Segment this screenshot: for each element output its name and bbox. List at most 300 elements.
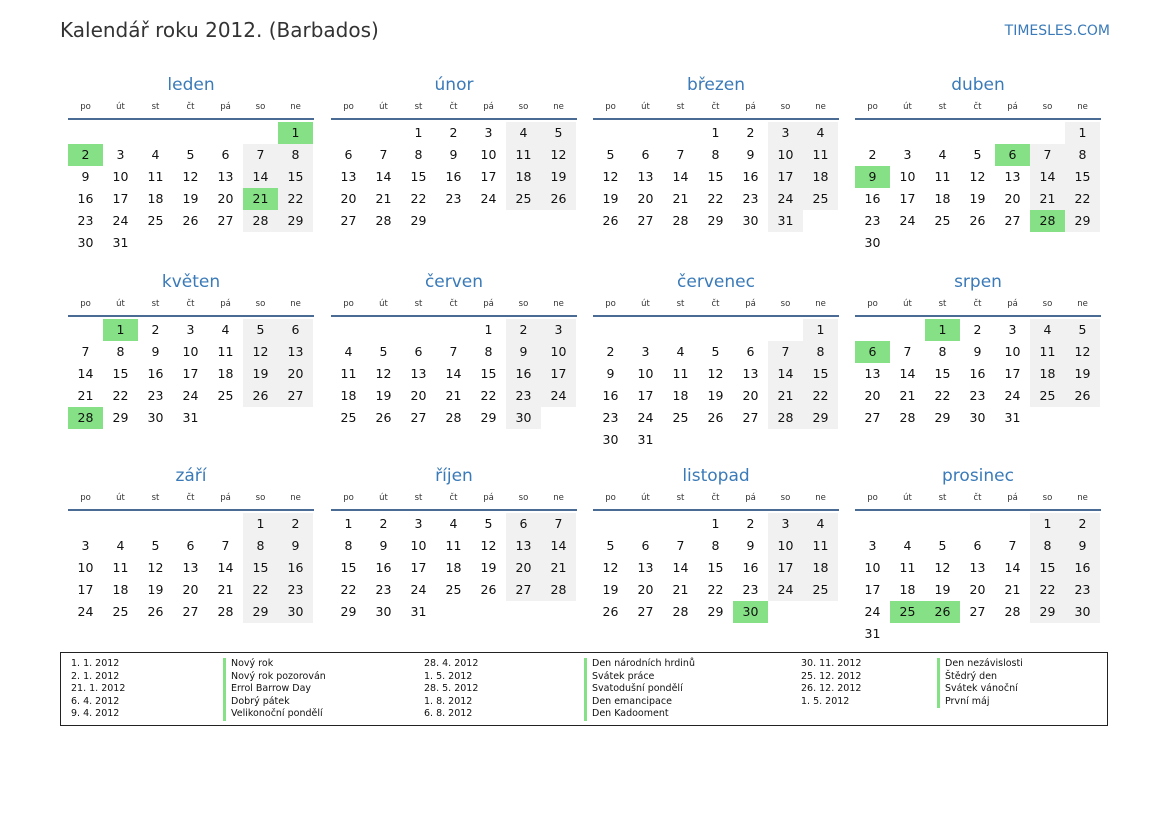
weekday-label: po [343,299,354,309]
weekday-label: čt [711,102,720,112]
week-row [855,601,1101,623]
day-cell: 4 [344,344,353,359]
day-cell: 30 [375,604,392,619]
holiday-day: 28 [68,407,103,429]
weekday-header [855,296,1101,312]
month-name: červenec [677,272,755,292]
empty-cell [208,232,243,254]
week-row [68,122,314,144]
day-cell: 12 [182,169,199,184]
weekday-label: čt [186,299,195,309]
empty-cell [1030,407,1065,429]
empty-cell [103,122,138,144]
weekend-day: 20 [278,363,313,385]
day-cell: 31 [112,235,129,250]
day-cell: 16 [864,191,881,206]
day-cell: 28 [445,410,462,425]
empty-cell [331,319,366,341]
weekday-label: po [343,102,354,112]
legend-names-col-2 [584,658,695,721]
weekend-day: 30 [1065,601,1100,623]
legend-names-col-3 [937,658,1023,708]
weekday-label: st [414,102,423,112]
weekend-day: 2 [1065,513,1100,535]
day-cell: 23 [969,388,986,403]
weekend-day: 13 [278,341,313,363]
weekend-day: 23 [1065,579,1100,601]
week-row [331,407,577,429]
weekday-label: po [80,102,91,112]
weekend-day: 29 [1065,210,1100,232]
weekday-label: ne [553,299,564,309]
weekday-label: čt [449,493,458,503]
weekday-label: st [938,493,947,503]
day-cell: 14 [672,560,689,575]
day-cell: 7 [221,538,230,553]
holiday-legend [60,652,1108,726]
weekend-day: 15 [278,166,313,188]
day-cell: 7 [1008,538,1017,553]
weekend-day: 18 [803,166,838,188]
day-cell: 24 [480,191,497,206]
day-cell: 24 [899,213,916,228]
empty-cell [663,122,698,144]
day-cell: 11 [147,169,164,184]
day-cell: 15 [934,366,951,381]
empty-cell [243,232,278,254]
day-cell: 25 [934,213,951,228]
month-name: září [175,466,207,486]
month-10 [331,465,577,623]
weekday-label: čt [449,299,458,309]
day-cell: 27 [742,410,759,425]
weekend-day: 25 [1030,385,1065,407]
week-row [68,385,314,407]
empty-cell [243,407,278,429]
weekend-day: 30 [506,407,541,429]
weekend-day: 15 [243,557,278,579]
empty-cell [436,601,471,623]
day-cell: 9 [973,344,982,359]
weekday-label: ne [1077,493,1088,503]
weekend-day: 7 [1030,144,1065,166]
day-cell: 12 [602,560,619,575]
weekend-day: 28 [541,579,576,601]
day-cell: 10 [864,560,881,575]
weekend-day: 16 [506,363,541,385]
legend-date: 1. 1. 2012 [71,658,120,669]
day-cell: 3 [186,322,195,337]
empty-cell [401,319,436,341]
week-row [331,144,577,166]
weekday-label: pá [745,299,756,309]
weekday-label: so [255,102,266,112]
weekday-label: ne [553,102,564,112]
day-cell: 17 [410,560,427,575]
day-cell: 15 [707,560,724,575]
weekend-day: 14 [1030,166,1065,188]
month-name: leden [167,75,215,95]
day-cell: 7 [449,344,458,359]
empty-cell [68,319,103,341]
legend-date: 6. 4. 2012 [71,695,120,707]
day-cell: 27 [340,213,357,228]
day-cell: 14 [77,366,94,381]
day-cell: 19 [934,582,951,597]
weekend-day: 24 [541,385,576,407]
day-cell: 14 [445,366,462,381]
day-cell: 9 [379,538,388,553]
day-cell: 23 [602,410,619,425]
weekend-day: 5 [1065,319,1100,341]
day-cell: 27 [637,213,654,228]
weekend-day: 4 [506,122,541,144]
weekend-day: 8 [243,535,278,557]
day-cell: 18 [934,191,951,206]
weekday-label: út [379,102,388,112]
legend-dates-col-2 [424,658,478,721]
weekend-day: 11 [1030,341,1065,363]
day-cell: 13 [969,560,986,575]
week-row [331,535,577,557]
legend-holiday-name: Errol Barrow Day [223,683,326,696]
day-cell: 2 [973,322,982,337]
weekday-label: pá [1007,102,1018,112]
empty-cell [436,210,471,232]
weekend-day: 12 [243,341,278,363]
weekday-label: st [676,493,685,503]
day-cell: 13 [410,366,427,381]
day-cell: 7 [676,147,685,162]
legend-date: 6. 8. 2012 [424,708,473,720]
weekday-label: út [641,299,650,309]
day-cell: 6 [641,147,650,162]
week-row [331,210,577,232]
day-cell: 18 [672,388,689,403]
weekend-day: 31 [768,210,803,232]
day-cell: 11 [445,538,462,553]
weekend-day: 15 [1030,557,1065,579]
day-cell: 20 [340,191,357,206]
day-cell: 3 [641,344,650,359]
weekend-day: 18 [1030,363,1065,385]
month-divider [68,315,314,317]
weekend-day: 9 [1065,535,1100,557]
empty-cell [995,623,1030,645]
weekend-day: 2 [278,513,313,535]
week-row [331,166,577,188]
legend-date: 28. 4. 2012 [424,658,479,669]
week-row [855,407,1101,429]
day-cell: 11 [934,169,951,184]
day-cell: 12 [480,538,497,553]
empty-cell [855,122,890,144]
empty-cell [436,319,471,341]
empty-cell [925,513,960,535]
day-cell: 17 [480,169,497,184]
empty-cell [995,232,1030,254]
weekday-label: út [903,493,912,503]
day-cell: 19 [707,388,724,403]
day-cell: 15 [707,169,724,184]
weekend-day: 29 [1030,601,1065,623]
day-cell: 21 [217,582,234,597]
weekday-label: út [116,493,125,503]
weekend-day: 17 [768,166,803,188]
page-title: Kalendář roku 2012. (Barbados) [60,18,379,42]
day-cell: 17 [637,388,654,403]
week-row [855,188,1101,210]
day-cell: 24 [1004,388,1021,403]
day-cell: 6 [973,538,982,553]
day-cell: 2 [379,516,388,531]
day-cell: 5 [938,538,947,553]
empty-cell [890,513,925,535]
day-cell: 29 [410,213,427,228]
empty-cell [768,429,803,451]
week-row [855,535,1101,557]
weekday-label: so [255,493,266,503]
day-cell: 29 [707,604,724,619]
legend-holiday-name: První máj [937,696,1023,709]
holiday-day: 9 [855,166,890,188]
weekend-day: 19 [243,363,278,385]
day-cell: 30 [742,213,759,228]
day-cell: 21 [77,388,94,403]
week-row [593,210,839,232]
day-cell: 10 [480,147,497,162]
weekday-header [593,296,839,312]
weekday-label: čt [186,102,195,112]
empty-cell [925,122,960,144]
week-row [593,601,839,623]
weekday-label: st [938,102,947,112]
weekend-day: 26 [1065,385,1100,407]
day-cell: 10 [77,560,94,575]
weekday-label: čt [449,102,458,112]
day-cell: 20 [1004,191,1021,206]
empty-cell [698,429,733,451]
weekday-header [68,99,314,115]
empty-cell [593,122,628,144]
week-row [855,623,1101,645]
day-cell: 27 [1004,213,1021,228]
empty-cell [103,513,138,535]
day-cell: 20 [217,191,234,206]
day-cell: 9 [746,538,755,553]
weekend-day: 15 [1065,166,1100,188]
week-row [331,319,577,341]
weekday-label: čt [973,299,982,309]
legend-date: 28. 5. 2012 [424,683,479,695]
day-cell: 28 [217,604,234,619]
day-cell: 19 [602,582,619,597]
legend-holiday-name: Svátek vánoční [937,683,1023,696]
day-cell: 3 [116,147,125,162]
weekend-day: 1 [243,513,278,535]
day-cell: 2 [151,322,160,337]
day-cell: 22 [410,191,427,206]
day-cell: 8 [711,538,720,553]
weekend-day: 4 [1030,319,1065,341]
weekend-day: 27 [506,579,541,601]
day-cell: 25 [147,213,164,228]
day-cell: 12 [707,366,724,381]
day-cell: 2 [746,516,755,531]
day-cell: 23 [77,213,94,228]
day-cell: 25 [340,410,357,425]
weekday-label: so [780,102,791,112]
weekend-day: 24 [768,188,803,210]
month-divider [68,118,314,120]
day-cell: 17 [864,582,881,597]
empty-cell [208,513,243,535]
month-divider [855,315,1101,317]
week-row [593,188,839,210]
weekend-day: 1 [1065,122,1100,144]
weekday-label: čt [711,299,720,309]
day-cell: 10 [637,366,654,381]
weekend-day: 14 [541,535,576,557]
legend-date: 2. 1. 2012 [71,670,120,682]
empty-cell [278,232,313,254]
day-cell: 18 [147,191,164,206]
month-name: duben [951,75,1005,95]
day-cell: 1 [484,322,493,337]
weekday-label: so [1042,493,1053,503]
day-cell: 23 [742,191,759,206]
empty-cell [138,513,173,535]
weekend-day: 16 [1065,557,1100,579]
day-cell: 20 [637,191,654,206]
empty-cell [471,601,506,623]
weekday-label: po [80,299,91,309]
holiday-day: 28 [1030,210,1065,232]
empty-cell [855,319,890,341]
weekend-day: 7 [243,144,278,166]
weekday-label: ne [1077,102,1088,112]
day-cell: 25 [445,582,462,597]
weekday-label: so [255,299,266,309]
day-cell: 19 [147,582,164,597]
day-cell: 17 [899,191,916,206]
holiday-day: 1 [278,122,313,144]
holiday-day: 30 [733,601,768,623]
month-8 [855,271,1101,429]
holiday-day: 1 [103,319,138,341]
weekday-label: ne [815,102,826,112]
empty-cell [506,601,541,623]
weekday-label: út [641,493,650,503]
day-cell: 8 [344,538,353,553]
day-cell: 29 [480,410,497,425]
day-cell: 1 [414,125,423,140]
day-cell: 18 [217,366,234,381]
weekday-header [855,99,1101,115]
weekend-day: 14 [768,363,803,385]
week-row [593,319,839,341]
month-6 [331,271,577,429]
week-row [593,341,839,363]
weekend-day: 9 [506,341,541,363]
empty-cell [593,319,628,341]
weekday-label: ne [290,102,301,112]
day-cell: 13 [742,366,759,381]
week-row [68,232,314,254]
day-cell: 6 [746,344,755,359]
day-cell: 24 [182,388,199,403]
weekday-label: po [343,493,354,503]
weekday-label: ne [815,493,826,503]
weekday-label: út [641,102,650,112]
day-cell: 24 [410,582,427,597]
day-cell: 30 [864,235,881,250]
empty-cell [1030,232,1065,254]
day-cell: 2 [606,344,615,359]
weekday-label: st [676,299,685,309]
empty-cell [138,122,173,144]
day-cell: 26 [707,410,724,425]
weekend-day: 16 [278,557,313,579]
empty-cell [138,232,173,254]
weekday-label: pá [483,493,494,503]
weekday-header [593,99,839,115]
week-row [331,122,577,144]
weekend-day: 17 [768,557,803,579]
day-cell: 22 [707,582,724,597]
month-divider [331,118,577,120]
weekend-day: 5 [243,319,278,341]
day-cell: 21 [672,191,689,206]
site-link[interactable]: TIMESLES.COM [1004,23,1110,39]
day-cell: 13 [182,560,199,575]
weekday-label: po [867,102,878,112]
week-row [593,513,839,535]
day-cell: 25 [112,604,129,619]
weekend-day: 11 [803,144,838,166]
day-cell: 19 [182,191,199,206]
day-cell: 1 [711,125,720,140]
day-cell: 7 [676,538,685,553]
day-cell: 20 [969,582,986,597]
legend-names-col-1 [223,658,326,721]
empty-cell [890,232,925,254]
day-cell: 30 [969,410,986,425]
weekend-day: 17 [541,363,576,385]
weekday-label: st [151,493,160,503]
weekend-day: 19 [541,166,576,188]
day-cell: 30 [147,410,164,425]
day-cell: 10 [899,169,916,184]
empty-cell [208,407,243,429]
weekday-label: st [151,102,160,112]
legend-holiday-name: Nový rok pozorován [223,671,326,684]
weekday-label: čt [186,493,195,503]
day-cell: 22 [112,388,129,403]
week-row [68,601,314,623]
day-cell: 21 [1004,582,1021,597]
weekend-day: 1 [803,319,838,341]
day-cell: 13 [637,169,654,184]
day-cell: 16 [742,169,759,184]
day-cell: 12 [602,169,619,184]
day-cell: 3 [903,147,912,162]
week-row [68,341,314,363]
weekend-day: 6 [506,513,541,535]
weekday-label: čt [973,102,982,112]
weekend-day: 11 [803,535,838,557]
week-row [68,579,314,601]
